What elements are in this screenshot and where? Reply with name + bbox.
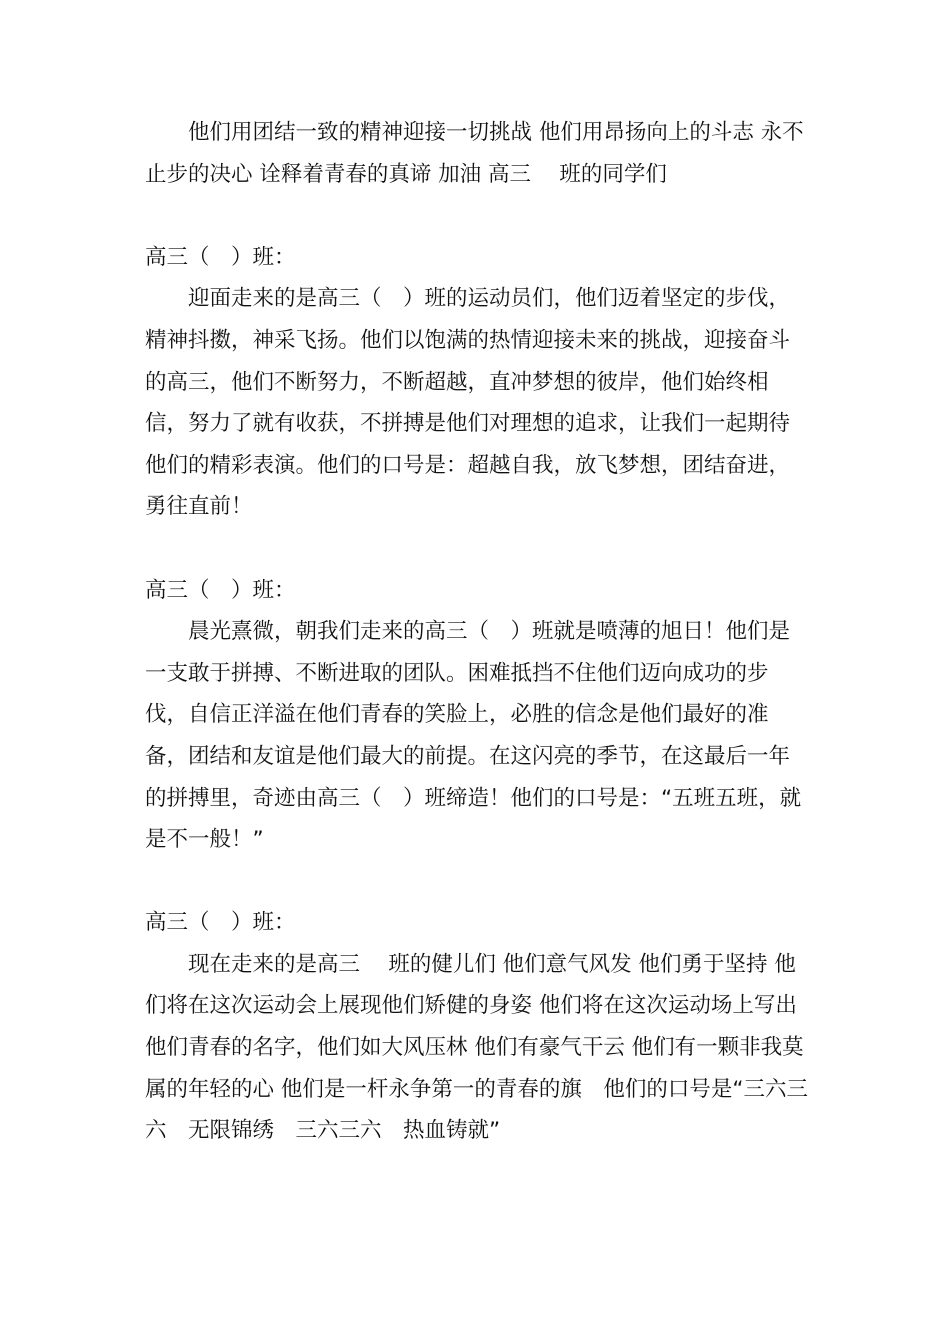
intro-paragraph: 他们用团结一致的精神迎接一切挑战 他们用昂扬向上的斗志 永不止步的决心 诠释着青春的真谛 加油 高三 班的同学们 <box>145 120 804 187</box>
section-heading: 高三（ ）班： <box>145 910 296 936</box>
spacer <box>145 528 810 570</box>
document-page <box>145 112 810 1152</box>
section-paragraph: 迎面走来的是高三（ ）班的运动员们，他们迈着坚定的步伐，精神抖擞，神采飞扬。他们以饱满的热情迎接未来的挑战，迎接奋斗的高三，他们不断努力，不断超越，直冲梦想的彼岸，他们始终相信，努力了就有收获，不拼搏是他们对理想的追求，让我们一起期待他们的精彩表演。他们的口号是：超越自我，放飞梦想，团结奋进，勇往直前！ <box>145 286 791 520</box>
section-heading: 高三（ ）班： <box>145 577 296 603</box>
section-paragraph: 现在走来的是高三 班的健儿们 他们意气风发 他们勇于坚持 他们将在这次运动会上展现他们矫健的身姿 他们将在这次运动场上写出他们青春的名字，他们如大风压林 他们有豪气干云 他们有一颗非我莫属的年轻的心 他们是一杆永争第一的青春的旗 他们的口号是“三六三六 无限锦绣 三六三六 热血铸就” <box>145 951 808 1144</box>
spacer <box>145 195 810 237</box>
spacer <box>145 861 810 903</box>
section-heading: 高三（ ）班： <box>145 244 296 270</box>
section-paragraph: 晨光熹微，朝我们走来的高三（ ）班就是喷薄的旭日！他们是一支敢于拼搏、不断进取的团队。困难抵挡不住他们迈向成功的步伐，自信正洋溢在他们青春的笑脸上，必胜的信念是他们最好的准备，团结和友谊是他们最大的前提。在这闪亮的季节，在这最后一年的拼搏里，奇迹由高三（ ）班缔造！他们的口号是：“五班五班，就是不一般！” <box>145 619 802 853</box>
